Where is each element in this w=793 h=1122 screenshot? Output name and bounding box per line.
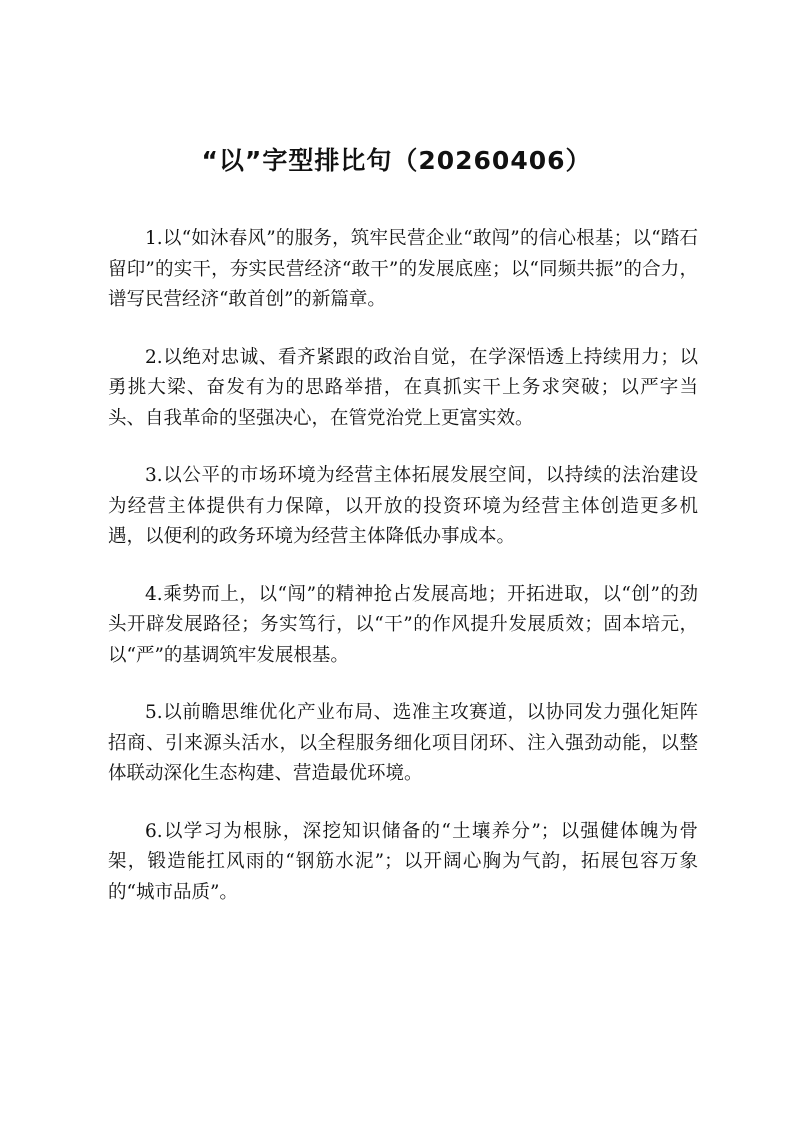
paragraph-4: 4.乘势而上，以“闯”的精神抢占发展高地；开拓进取，以“创”的劲头开辟发展路径；务实笃行，以“干”的作风提升发展质效；固本培元，以“严”的基调筑牢发展根基。: [108, 583, 698, 666]
paragraph-1: 1.以“如沐春风”的服务，筑牢民营企业“敢闯”的信心根基；以“踏石留印”的实干，夯实民营经济“敢干”的发展底座；以“同频共振”的合力，谱写民营经济“敢首创”的新篇章。: [108, 228, 698, 310]
paragraph-2: 2.以绝对忠诚、看齐紧跟的政治自觉，在学深悟透上持续用力；以勇挑大梁、奋发有为的思路举措，在真抓实干上务求突破；以严字当头、自我革命的坚强决心，在管党治党上更富实效。: [108, 346, 698, 429]
document-body: [108, 224, 698, 935]
paragraph-5: 5.以前瞻思维优化产业布局、选准主攻赛道，以协同发力强化矩阵招商、引来源头活水，以全程服务细化项目闭环、注入强劲动能，以整体联动深化生态构建、营造最优环境。: [108, 702, 698, 784]
paragraph-6: 6.以学习为根脉，深挖知识储备的“土壤养分”；以强健体魄为骨架，锻造能扛风雨的“钢筋水泥”；以开阔心胸为气韵，拓展包容万象的“城市品质”。: [108, 820, 698, 903]
page-title: “以”字型排比句（20260406）: [201, 146, 592, 175]
paragraph-3: 3.以公平的市场环境为经营主体拓展发展空间，以持续的法治建设为经营主体提供有力保障，以开放的投资环境为经营主体创造更多机遇，以便利的政务环境为经营主体降低办事成本。: [108, 465, 698, 547]
